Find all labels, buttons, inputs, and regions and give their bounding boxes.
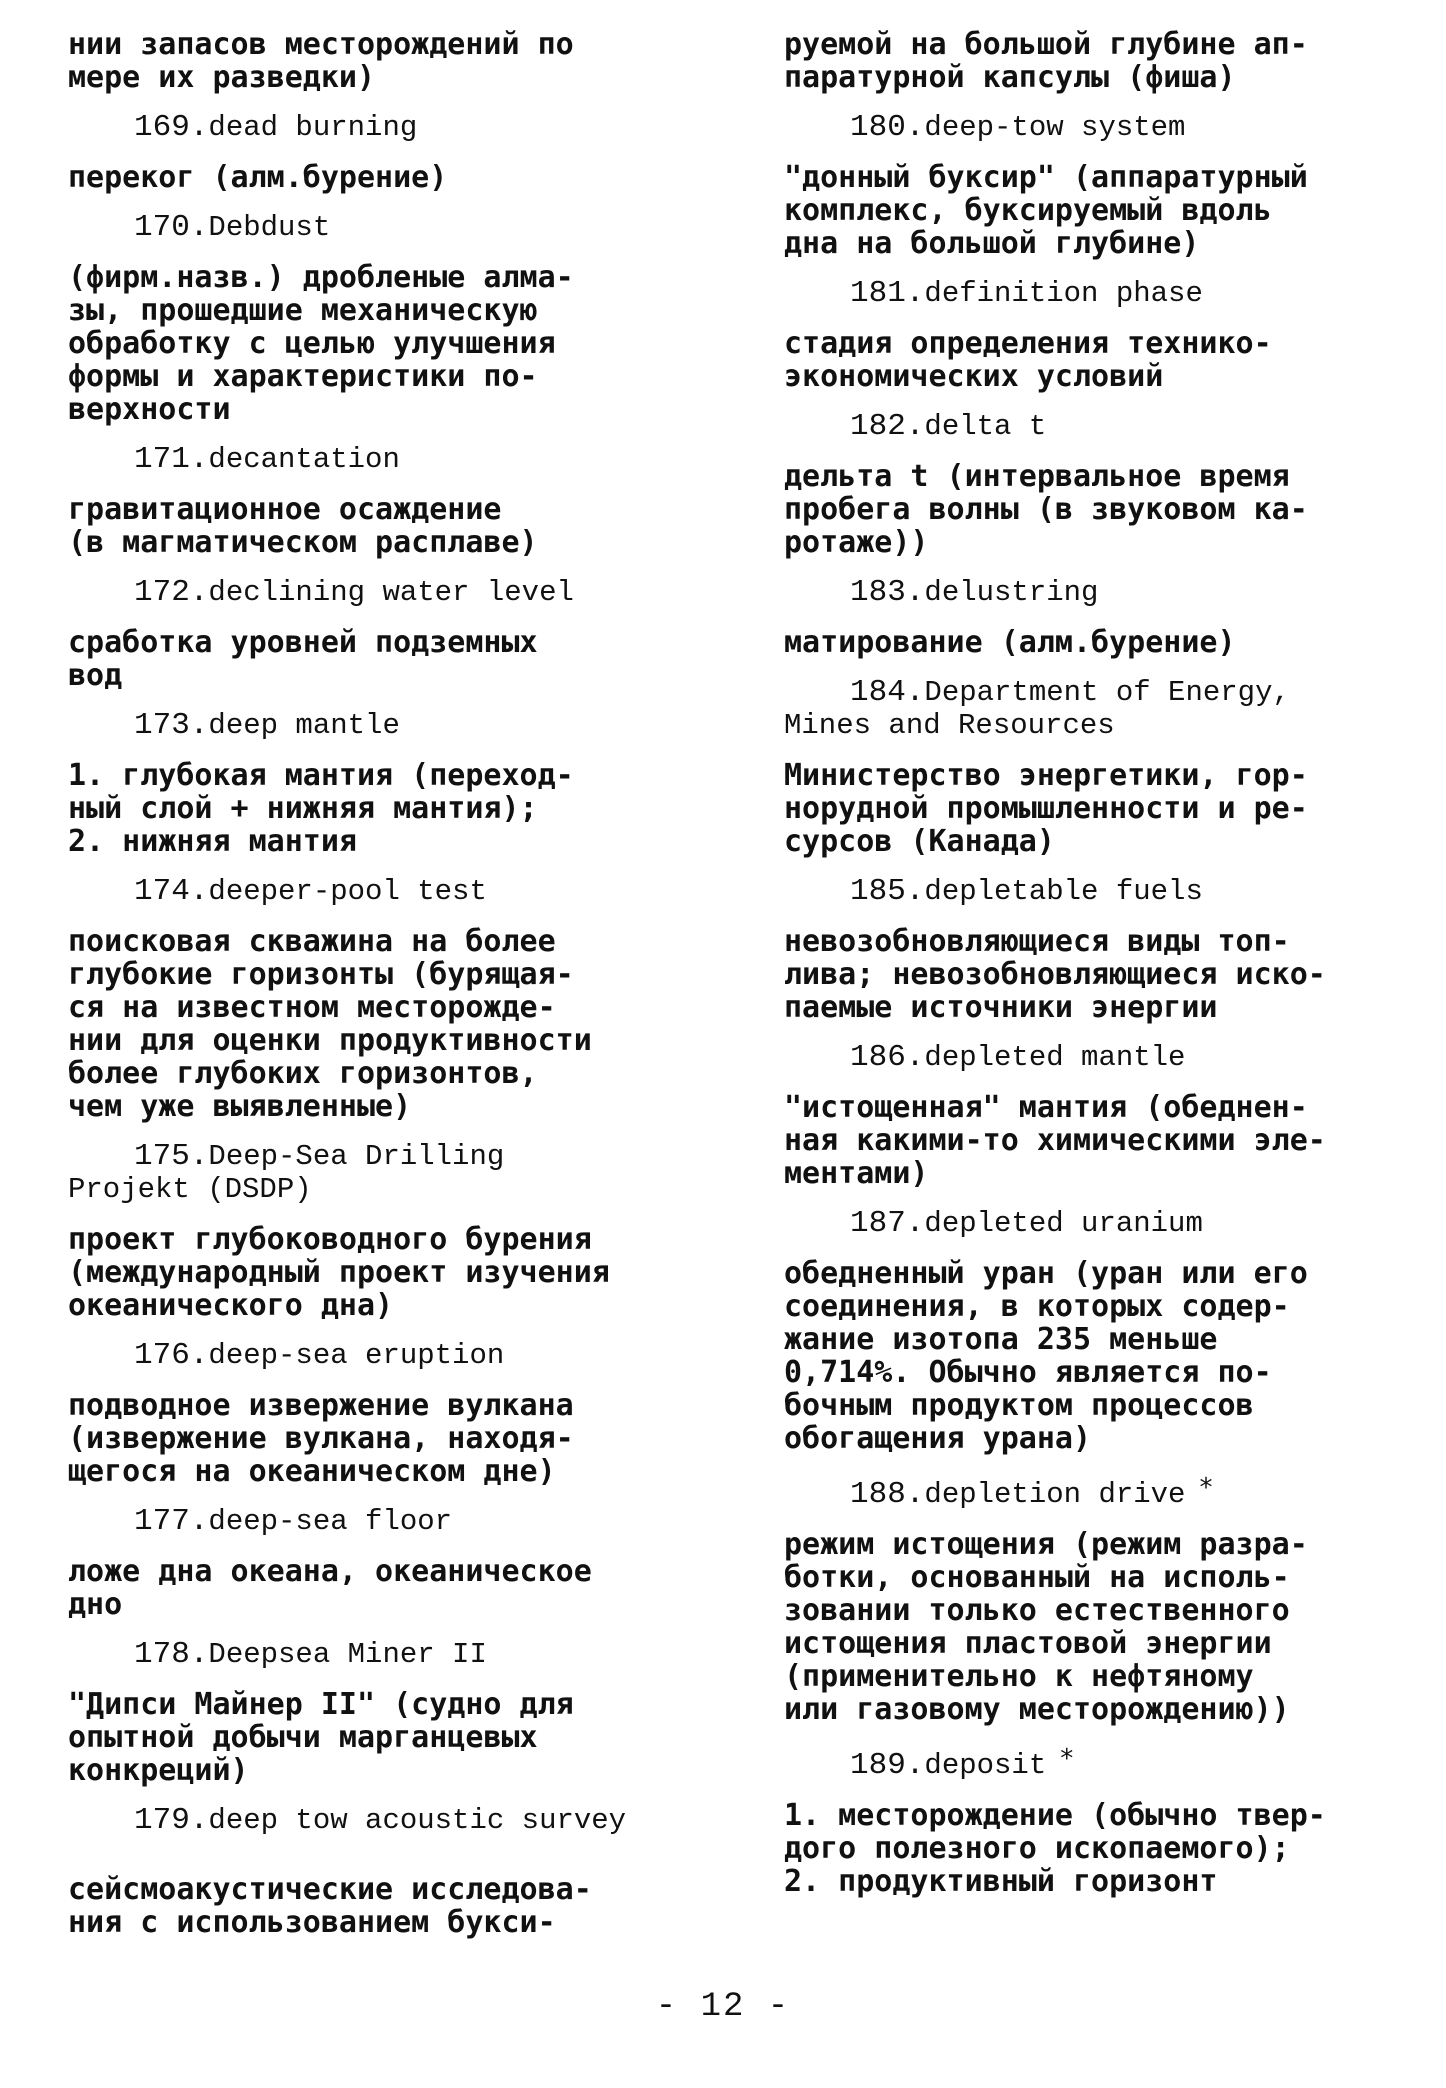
- entry-term: [68, 576, 708, 609]
- entry-definition: ложе дна океана, океаническое дно: [68, 1554, 592, 1622]
- entry-definition: подводное извержение вулкана (извержение вулкана, находя- щегося на океаническом дне): [68, 1388, 574, 1489]
- entry-term: [784, 277, 1404, 310]
- entry-term: [784, 875, 1404, 908]
- entry-number: 180.: [850, 110, 925, 145]
- entry-number: 183.: [850, 575, 925, 610]
- entry-number: 175.: [134, 1139, 209, 1174]
- entry-term: [784, 576, 1404, 609]
- term-text: declining water level: [208, 576, 574, 609]
- entry-definition: Министерство энергетики, гор- норудной промышленности и ре- сурсов (Канада): [784, 758, 1308, 859]
- term-text: deep-tow system: [924, 111, 1186, 144]
- entry-number: 179.: [134, 1803, 209, 1838]
- entry-number: 171.: [134, 442, 209, 477]
- term-text: Debdust: [208, 211, 331, 244]
- term-text: deeper-pool test: [208, 875, 487, 908]
- entry-number: 178.: [134, 1637, 209, 1672]
- continued-definition: нии запасов месторождений по мере их разведки): [68, 27, 574, 95]
- term-text: deep tow acoustic survey: [208, 1804, 627, 1837]
- term-text: deep mantle: [208, 709, 400, 742]
- entry-term: [68, 1505, 708, 1538]
- entry-term: [68, 211, 708, 244]
- term-text: decantation: [208, 443, 400, 476]
- entry-definition: обедненный уран (уран или его соединения, в которых содер- жание изотопа 235 меньше 0,714%. Обычно является по- бочным продуктом процессов обогащения урана): [784, 1256, 1308, 1456]
- term-text: delustring: [924, 576, 1099, 609]
- entry-number: 170.: [134, 210, 209, 245]
- term-text: delta t: [924, 410, 1047, 443]
- term-text: deep-sea floor: [208, 1505, 453, 1538]
- term-text: dead burning: [208, 111, 418, 144]
- entry-definition: (фирм.назв.) дробленые алма- зы, прошедшие механическую обработку с целью улучшения формы и характеристики по- верхности: [68, 260, 574, 427]
- entry-term: [784, 410, 1404, 443]
- continued-definition: руемой на большой глубине ап- паратурной капсулы (фиша): [784, 27, 1308, 95]
- term-text: Deep-Sea Drilling Projekt (DSDP): [68, 1140, 505, 1206]
- entry-definition: проект глубоководного бурения (международный проект изучения океанического дна): [68, 1222, 610, 1323]
- entry-number: 188.: [850, 1477, 925, 1512]
- entry-number: 176.: [134, 1338, 209, 1373]
- term-text: Department of Energy, Mines and Resources: [784, 676, 1290, 742]
- entry-definition: режим истощения (режим разра- ботки, основанный на исполь- зовании только естественного истощения пластовой энергии (применительно к нефтяному или газовому месторождению)): [784, 1527, 1308, 1727]
- entry-term: [784, 111, 1404, 144]
- entry-number: 187.: [850, 1206, 925, 1241]
- entry-number: 172.: [134, 575, 209, 610]
- term-text: deposit: [924, 1749, 1047, 1782]
- entry-definition: "донный буксир" (аппаратурный комплекс, буксируемый вдоль дна на большой глубине): [784, 160, 1308, 261]
- entry-definition: переког (алм.бурение): [68, 160, 448, 195]
- entry-term: [68, 1140, 708, 1206]
- entry-number: 186.: [850, 1040, 925, 1075]
- left-column: [68, 28, 708, 1939]
- entry-term: [784, 676, 1404, 742]
- entry-definition: 1. глубокая мантия (переход- ный слой + нижняя мантия); 2. нижняя мантия: [68, 758, 574, 859]
- page-number: - 12 -: [655, 1988, 791, 2026]
- entry-number: 169.: [134, 110, 209, 145]
- term-text: depleted mantle: [924, 1041, 1186, 1074]
- entry-definition: сейсмоакустические исследова- ния с использованием букси-: [68, 1872, 592, 1940]
- entry-number: 182.: [850, 409, 925, 444]
- entry-number: 185.: [850, 874, 925, 909]
- entry-term: [784, 1472, 1404, 1511]
- entry-term: [68, 1804, 708, 1837]
- term-text: definition phase: [924, 277, 1203, 310]
- entry-definition: дельта t (интервальное время пробега волны (в звуковом ка- ротаже)): [784, 459, 1308, 560]
- entry-definition: матирование (алм.бурение): [784, 625, 1236, 660]
- entry-definition: "истощенная" мантия (обеднен- ная какими-то химическими эле- ментами): [784, 1090, 1326, 1191]
- entry-definition: поисковая скважина на более глубокие горизонты (бурящая- ся на известном месторожде- нии для оценки продуктивности более глубоких горизонтов, чем уже выявленные): [68, 924, 592, 1124]
- entry-term: [784, 1041, 1404, 1074]
- entry-term: [68, 1638, 708, 1671]
- entry-definition: стадия определения технико- экономических условий: [784, 326, 1272, 394]
- term-text: deep-sea eruption: [208, 1339, 505, 1372]
- entry-term: [68, 111, 708, 144]
- asterisk-mark: *: [1199, 1473, 1213, 1503]
- entry-term: [784, 1743, 1404, 1782]
- term-text: depletable fuels: [924, 875, 1203, 908]
- entry-number: 173.: [134, 708, 209, 743]
- asterisk-mark: *: [1060, 1744, 1074, 1774]
- entry-definition: "Дипси Майнер II" (судно для опытной добычи марганцевых конкреций): [68, 1687, 574, 1788]
- entry-number: 184.: [850, 675, 925, 710]
- entry-term: [68, 443, 708, 476]
- entry-definition: невозобновляющиеся виды топ- лива; невозобновляющиеся иско- паемые источники энергии: [784, 924, 1326, 1025]
- entry-term: [68, 875, 708, 908]
- term-text: Deepsea Miner II: [208, 1638, 487, 1671]
- entry-definition: гравитационное осаждение (в магматическом расплаве): [68, 492, 538, 560]
- entry-definition: сработка уровней подземных вод: [68, 625, 538, 693]
- entry-number: 174.: [134, 874, 209, 909]
- entry-number: 189.: [850, 1748, 925, 1783]
- term-text: depletion drive: [924, 1478, 1186, 1511]
- entry-definition: 1. месторождение (обычно твер- дого полезного ископаемого); 2. продуктивный горизонт: [784, 1798, 1326, 1899]
- entry-term: [68, 1339, 708, 1372]
- entry-number: 177.: [134, 1504, 209, 1539]
- entry-term: [784, 1207, 1404, 1240]
- entry-term: [68, 709, 708, 742]
- right-column: [784, 28, 1404, 1898]
- term-text: depleted uranium: [924, 1207, 1203, 1240]
- entry-number: 181.: [850, 276, 925, 311]
